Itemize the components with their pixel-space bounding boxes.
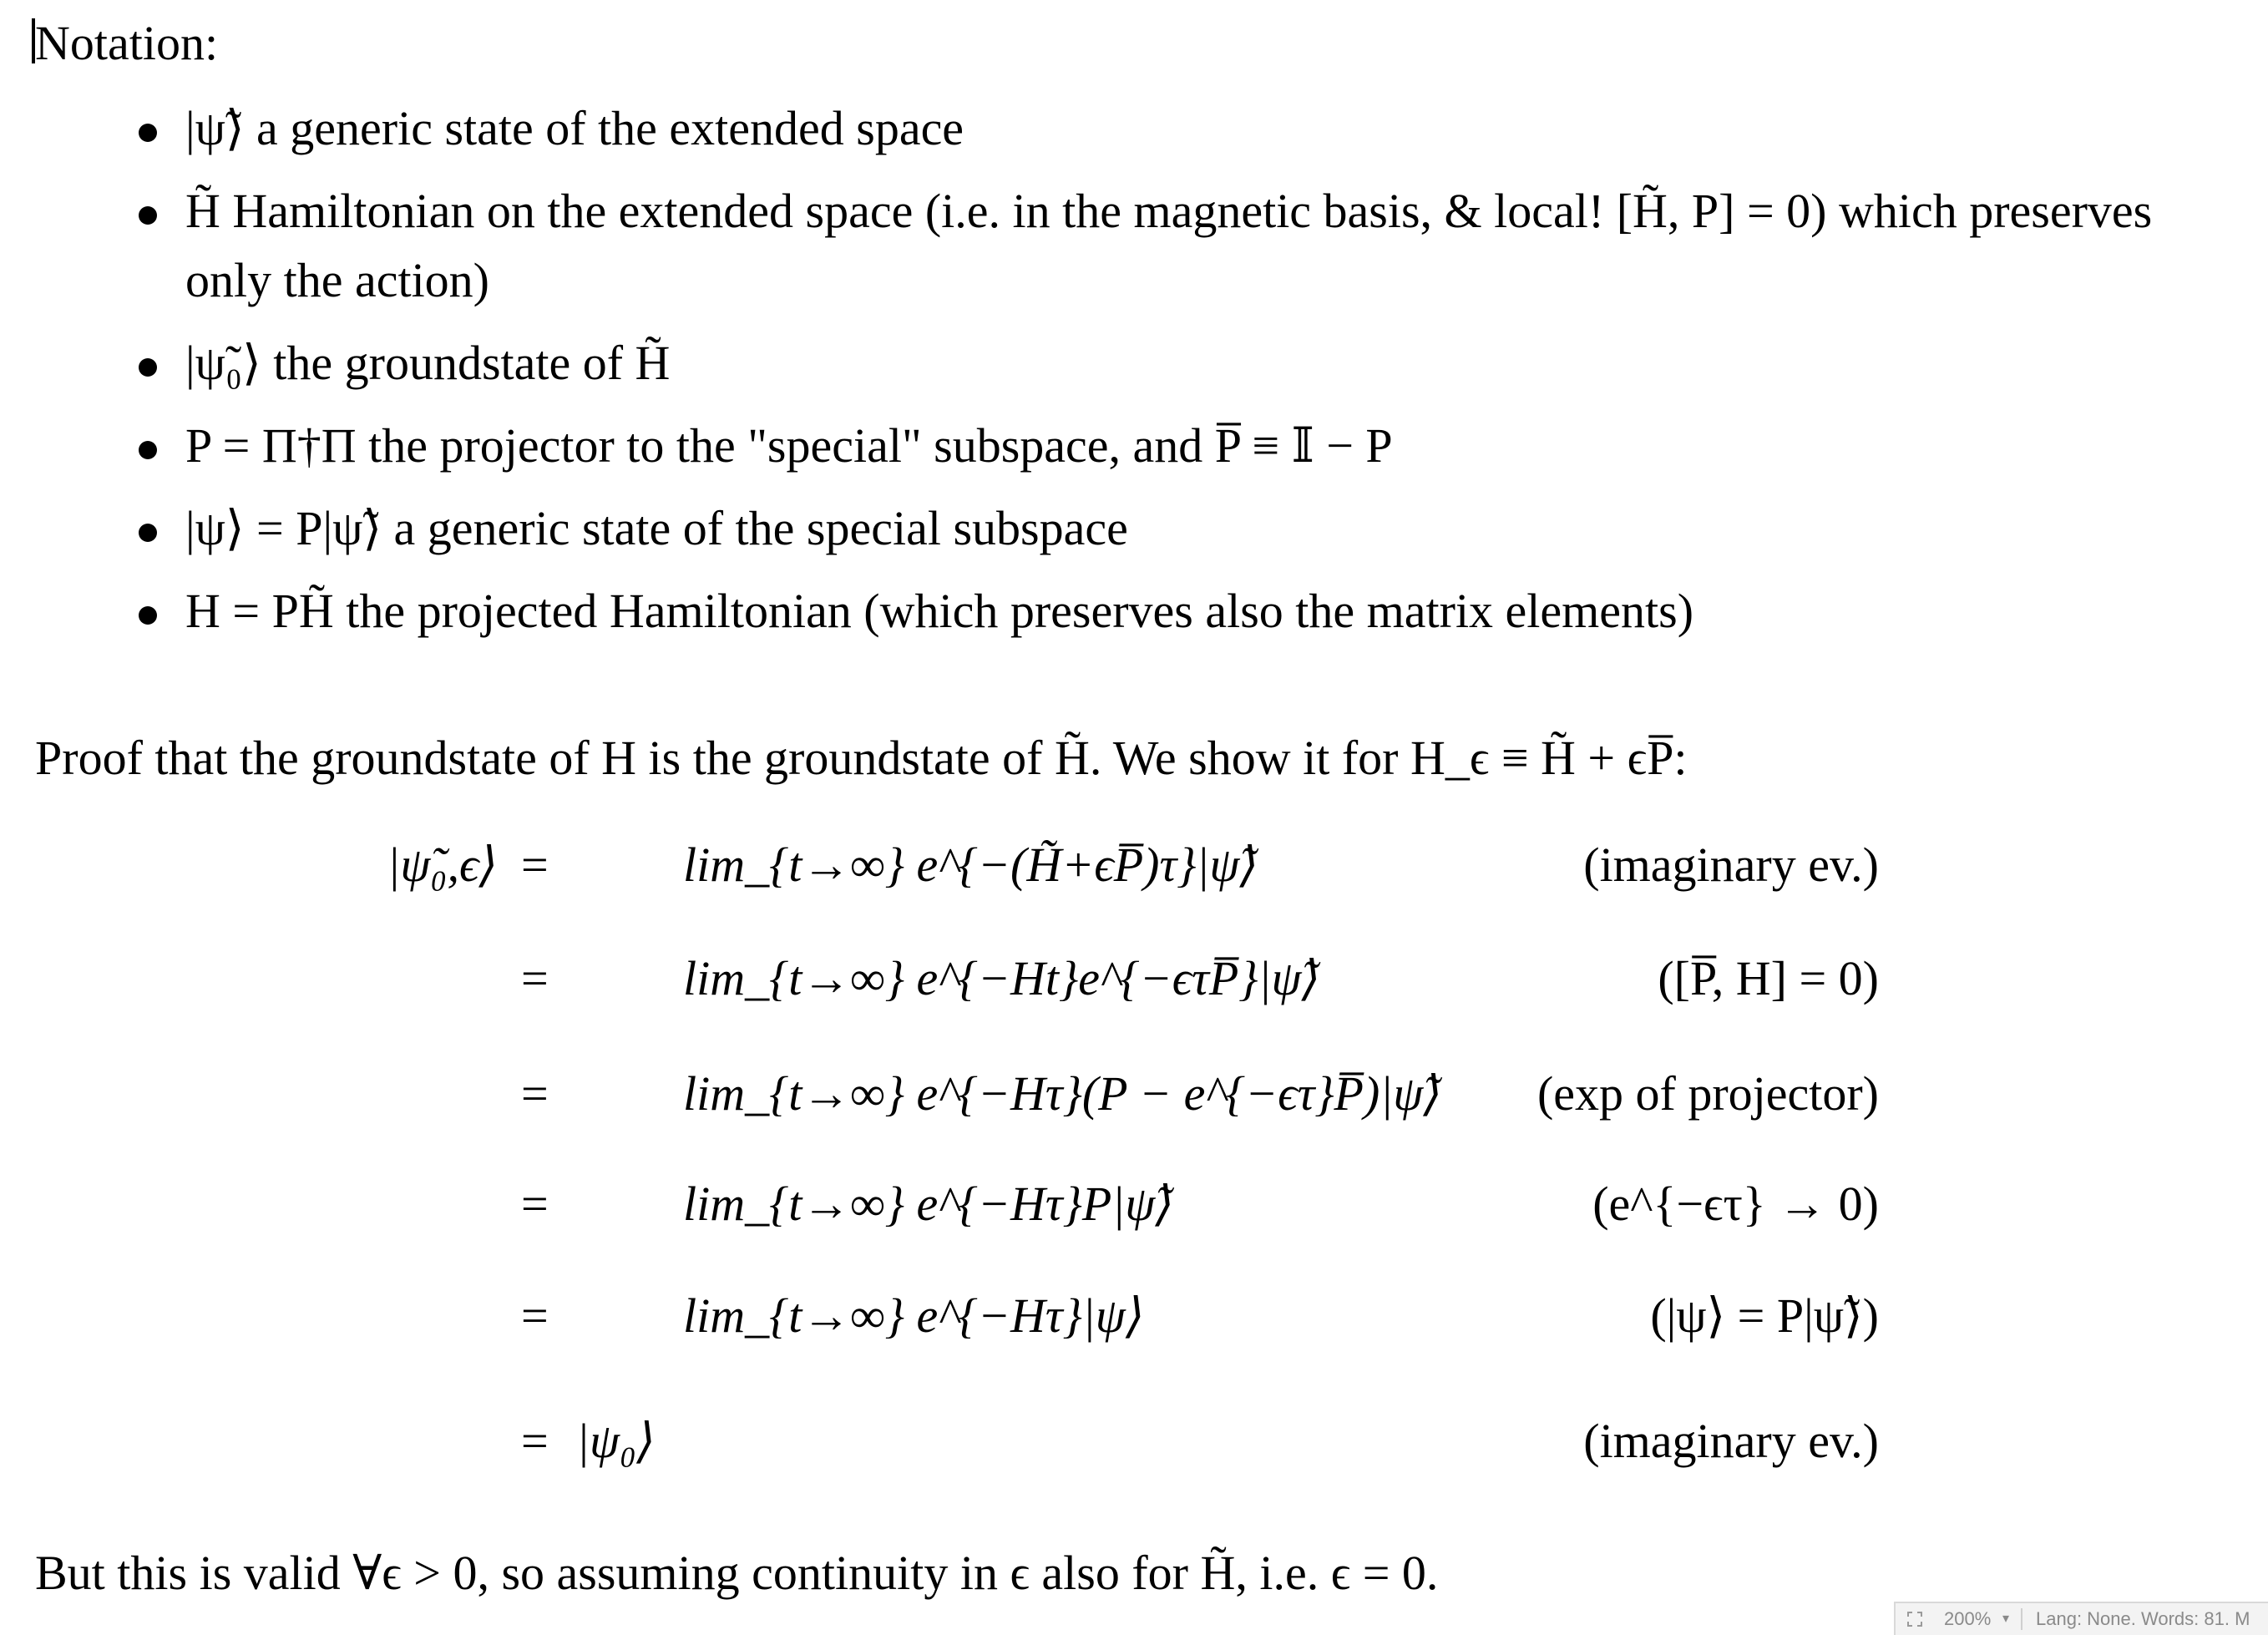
notation-item-text: |ψ̃₀⟩ the groundstate of H̃ — [185, 336, 671, 390]
list-item — [0, 576, 2268, 645]
equation-row — [0, 835, 2268, 935]
equation-reason: (|ψ⟩ = P|ψ̃⟩) — [1650, 1288, 1879, 1343]
notation-item-text: H̃ Hamiltonian on the extended space (i.e. in the magnetic basis, & local! [H̃, P] = 0) which preserves only the action) — [185, 184, 2153, 307]
equation-rhs: lim_{t→∞} e^{−Hτ}|ψ⟩ — [683, 1288, 1145, 1343]
notation-item-text: P = Π†Π the projector to the "special" subspace, and P̅ ≡ 𝕀 − P — [185, 418, 1393, 473]
bullet-icon — [139, 524, 157, 542]
fullscreen-icon[interactable] — [1907, 1612, 1922, 1627]
bullet-icon — [139, 124, 157, 142]
document-stats: Lang: None. Words: 81. M — [2036, 1608, 2250, 1629]
bullet-icon — [139, 441, 157, 459]
list-item — [0, 328, 2268, 397]
bullet-icon — [139, 606, 157, 625]
equation-rhs: |ψ₀⟩ — [576, 1414, 656, 1468]
equation-row — [0, 1411, 2268, 1511]
status-bar — [1894, 1602, 2268, 1635]
bullet-icon — [139, 358, 157, 377]
equation-reason: (imaginary ev.) — [1583, 1414, 1879, 1468]
equation-lhs: |ψ̃₀,ϵ⟩ — [387, 838, 498, 892]
equation-row — [0, 1174, 2268, 1274]
equation-reason: ([P̅, H] = 0) — [1658, 951, 1879, 1005]
equation-reason: (exp of projector) — [1536, 1066, 1879, 1121]
status-divider — [2021, 1608, 2022, 1630]
equation-row — [0, 1286, 2268, 1386]
proof-intro: Proof that the groundstate of H is the groundstate of H̃. We show it for H_ϵ ≡ H̃ + ϵP̅: — [35, 731, 1688, 785]
equals-sign: = — [521, 1066, 549, 1121]
equals-sign: = — [521, 1414, 549, 1468]
notation-heading: Notation: — [35, 16, 219, 70]
chevron-down-icon[interactable]: ▾ — [2002, 1612, 2010, 1626]
notation-list — [0, 94, 2268, 659]
notation-item-text: |ψ̃⟩ a generic state of the extended space — [185, 101, 964, 155]
equation-reason: (e^{−ϵτ} → 0) — [1592, 1177, 1879, 1231]
list-item — [0, 411, 2268, 480]
equation-rhs: lim_{t→∞} e^{−Hτ}P|ψ̃⟩ — [683, 1177, 1174, 1231]
list-item — [0, 494, 2268, 563]
equals-sign: = — [521, 951, 549, 1005]
equation-rhs: lim_{t→∞} e^{−Ht}e^{−ϵτP̅}|ψ̃⟩ — [683, 951, 1321, 1005]
equals-sign: = — [521, 1177, 549, 1231]
equation-reason: (imaginary ev.) — [1583, 838, 1879, 892]
equals-sign: = — [521, 838, 549, 892]
conclusion-text: But this is valid ∀ϵ > 0, so assuming continuity in ϵ also for H̃, i.e. ϵ = 0. — [35, 1546, 1439, 1600]
equation-row — [0, 1064, 2268, 1164]
notation-item-text: H = PH̃ the projected Hamiltonian (which preserves also the matrix elements) — [185, 584, 1694, 638]
equation-rhs: lim_{t→∞} e^{−Hτ}(P − e^{−ϵτ}P̅)|ψ̃⟩ — [683, 1066, 1442, 1121]
equation-rhs: lim_{t→∞} e^{−(H̃+ϵP̅)τ}|ψ̃⟩ — [683, 838, 1259, 892]
notation-item-text: |ψ⟩ = P|ψ̃⟩ a generic state of the special subspace — [185, 501, 1128, 555]
bullet-icon — [139, 206, 157, 225]
equation-row — [0, 949, 2268, 1049]
zoom-level[interactable]: 200% — [1944, 1608, 1992, 1629]
list-item — [0, 176, 2268, 315]
equals-sign: = — [521, 1288, 549, 1343]
list-item — [0, 94, 2268, 163]
